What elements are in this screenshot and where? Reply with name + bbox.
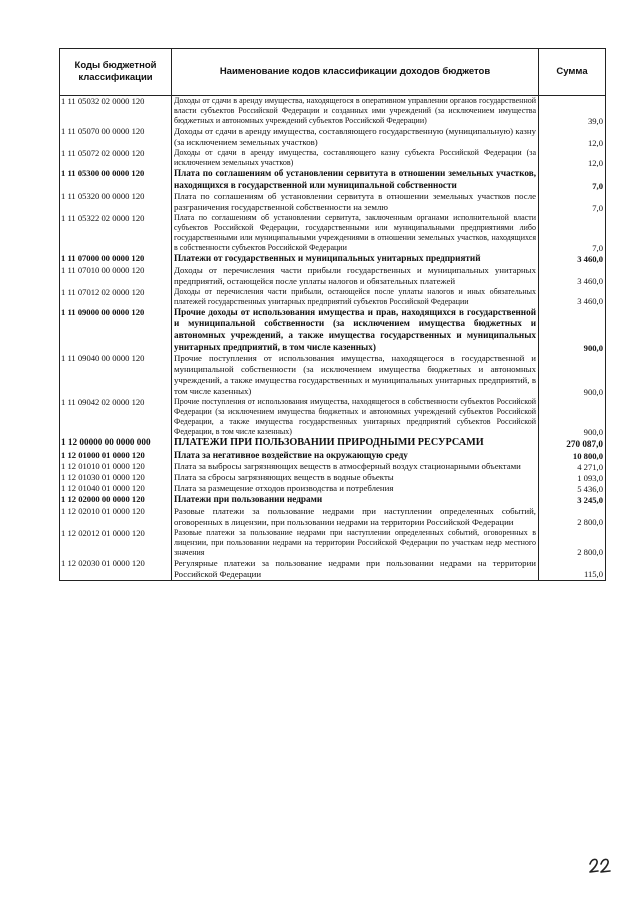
- row-name: Доходы от сдачи в аренду имущества, составляющего государственную (муниципальную) казну (за исключением земельных участков): [172, 126, 539, 148]
- row-name: Плата по соглашениям об установлении сервитута в отношении земельных участков после разграничения государственной собственности на землю: [172, 191, 539, 213]
- row-sum: 12,0: [539, 148, 606, 168]
- row-sum: 900,0: [539, 307, 606, 353]
- table-row: [60, 461, 606, 472]
- row-name: Плата за размещение отходов производства и потребления: [172, 483, 539, 494]
- row-name: Разовые платежи за пользование недрами при наступлении определенных событий, оговоренных в лицензии, при пользовании недрами на территории Российской Федерации по участкам недр местного значения: [172, 528, 539, 558]
- row-sum: 270 087,0: [539, 437, 606, 450]
- table-row: [60, 191, 606, 213]
- row-code: 1 12 02000 00 0000 120: [60, 494, 172, 506]
- row-code: 1 11 05320 00 0000 120: [60, 191, 172, 213]
- row-sum: 4 271,0: [539, 461, 606, 472]
- row-name: Доходы от перечисления части прибыли государственных и муниципальных унитарных предприятий, остающейся после уплаты налогов и обязательных платежей: [172, 265, 539, 287]
- table-row: [60, 506, 606, 528]
- row-code: 1 12 01040 01 0000 120: [60, 483, 172, 494]
- row-name: Плата по соглашениям об установлении сервитута в отношении земельных участков, находящихся в государственной или муниципальной собственности: [172, 168, 539, 191]
- row-code: 1 12 00000 00 0000 000: [60, 437, 172, 450]
- row-code: 1 11 07010 00 0000 120: [60, 265, 172, 287]
- table-row: [60, 148, 606, 168]
- row-sum: 12,0: [539, 126, 606, 148]
- row-code: 1 11 05322 02 0000 120: [60, 213, 172, 253]
- row-code: 1 12 01030 01 0000 120: [60, 472, 172, 483]
- table-row: [60, 96, 606, 127]
- row-name: Плата за выбросы загрязняющих веществ в атмосферный воздух стационарными объектами: [172, 461, 539, 472]
- table-row: [60, 528, 606, 558]
- table-row: [60, 483, 606, 494]
- row-sum: 115,0: [539, 558, 606, 581]
- row-sum: 3 245,0: [539, 494, 606, 506]
- row-code: 1 12 02012 01 0000 120: [60, 528, 172, 558]
- row-sum: 7,0: [539, 191, 606, 213]
- row-sum: 7,0: [539, 168, 606, 191]
- table-row: [60, 213, 606, 253]
- row-code: 1 11 05300 00 0000 120: [60, 168, 172, 191]
- table-row: [60, 353, 606, 397]
- row-sum: 3 460,0: [539, 287, 606, 307]
- row-sum: 900,0: [539, 353, 606, 397]
- table-row: [60, 126, 606, 148]
- row-name: Разовые платежи за пользование недрами при наступлении определенных событий, оговоренных в лицензии, при пользовании недрами на территории Российской Федерации: [172, 506, 539, 528]
- row-code: 1 12 02010 01 0000 120: [60, 506, 172, 528]
- row-sum: 7,0: [539, 213, 606, 253]
- row-sum: 3 460,0: [539, 265, 606, 287]
- row-name: Платежи от государственных и муниципальных унитарных предприятий: [172, 253, 539, 265]
- row-code: 1 11 09042 02 0000 120: [60, 397, 172, 437]
- table-row: [60, 558, 606, 581]
- row-name: Доходы от сдачи в аренду имущества, находящегося в оперативном управлении органов государственной власти субъектов Российской Федерации и созданных ими учреждений (за исключением имущества бюджетных и автономных учреждений субъектов Российской Федерации): [172, 96, 539, 127]
- row-code: 1 11 05072 02 0000 120: [60, 148, 172, 168]
- name-column-header: Наименование кодов классификации доходов бюджетов: [172, 49, 539, 96]
- row-sum: 39,0: [539, 96, 606, 127]
- row-code: 1 11 05032 02 0000 120: [60, 96, 172, 127]
- table-row: [60, 253, 606, 265]
- row-sum: 10 800,0: [539, 450, 606, 462]
- row-code: 1 11 09000 00 0000 120: [60, 307, 172, 353]
- row-code: 1 11 07000 00 0000 120: [60, 253, 172, 265]
- row-name: ПЛАТЕЖИ ПРИ ПОЛЬЗОВАНИИ ПРИРОДНЫМИ РЕСУРСАМИ: [172, 437, 539, 450]
- row-code: 1 12 01010 01 0000 120: [60, 461, 172, 472]
- table-row: [60, 168, 606, 191]
- budget-classification-table: [59, 48, 606, 581]
- row-name: Прочие доходы от использования имущества и прав, находящихся в государственной и муниципальной собственности (за исключением имущества бюджетных и автономных учреждений, а также имущества государственных и муниципальных унитарных предприятий, в том числе казенных): [172, 307, 539, 353]
- sum-column-header: Сумма: [539, 49, 606, 96]
- row-name: Прочие поступления от использования имущества, находящегося в государственной и муниципальной собственности (за исключением имущества бюджетных и автономных учреждений, а также имущества государственных и муниципальных унитарных предприятий, в том числе казенных): [172, 353, 539, 397]
- table-row: [60, 494, 606, 506]
- row-sum: 2 800,0: [539, 528, 606, 558]
- row-sum: 900,0: [539, 397, 606, 437]
- row-code: 1 12 01000 01 0000 120: [60, 450, 172, 462]
- row-sum: 3 460,0: [539, 253, 606, 265]
- row-sum: 1 093,0: [539, 472, 606, 483]
- table-row: [60, 397, 606, 437]
- row-sum: 2 800,0: [539, 506, 606, 528]
- table-row: [60, 307, 606, 353]
- row-name: Прочие поступления от использования имущества, находящегося в собственности субъектов Российской Федерации (за исключением имущества бюджетных и автономных учреждений субъектов Российской Федерации, а также имущества государственных унитарных предприятий субъектов Российской Федерации, в том числе казенных): [172, 397, 539, 437]
- row-name: Плата за негативное воздействие на окружающую среду: [172, 450, 539, 462]
- row-sum: 5 436,0: [539, 483, 606, 494]
- table-row: [60, 472, 606, 483]
- row-name: Доходы от сдачи в аренду имущества, составляющего казну субъекта Российской Федерации (за исключением земельных участков): [172, 148, 539, 168]
- row-code: 1 11 05070 00 0000 120: [60, 126, 172, 148]
- row-code: 1 12 02030 01 0000 120: [60, 558, 172, 581]
- row-name: Доходы от перечисления части прибыли, остающейся после уплаты налогов и иных обязательных платежей государственных унитарных предприятий субъектов Российской Федерации: [172, 287, 539, 307]
- handwritten-page-number: [588, 855, 614, 875]
- table-header-row: [60, 49, 606, 96]
- table-row: [60, 437, 606, 450]
- row-name: Платежи при пользовании недрами: [172, 494, 539, 506]
- table-row: [60, 450, 606, 462]
- row-code: 1 11 07012 02 0000 120: [60, 287, 172, 307]
- table-row: [60, 265, 606, 287]
- budget-table-page: [59, 48, 605, 581]
- row-name: Плата по соглашениям об установлении сервитута, заключенным органами исполнительной власти субъектов Российской Федерации, государственными или муниципальными предприятиями либо государственными или муниципальными учреждениями в отношении земельных участков, находящихся в собственности субъектов Российской Федерации: [172, 213, 539, 253]
- table-row: [60, 287, 606, 307]
- row-name: Регулярные платежи за пользование недрами при пользовании недрами на территории Российской Федерации: [172, 558, 539, 581]
- codes-column-header: Коды бюджетной классификации: [60, 49, 172, 96]
- row-name: Плата за сбросы загрязняющих веществ в водные объекты: [172, 472, 539, 483]
- row-code: 1 11 09040 00 0000 120: [60, 353, 172, 397]
